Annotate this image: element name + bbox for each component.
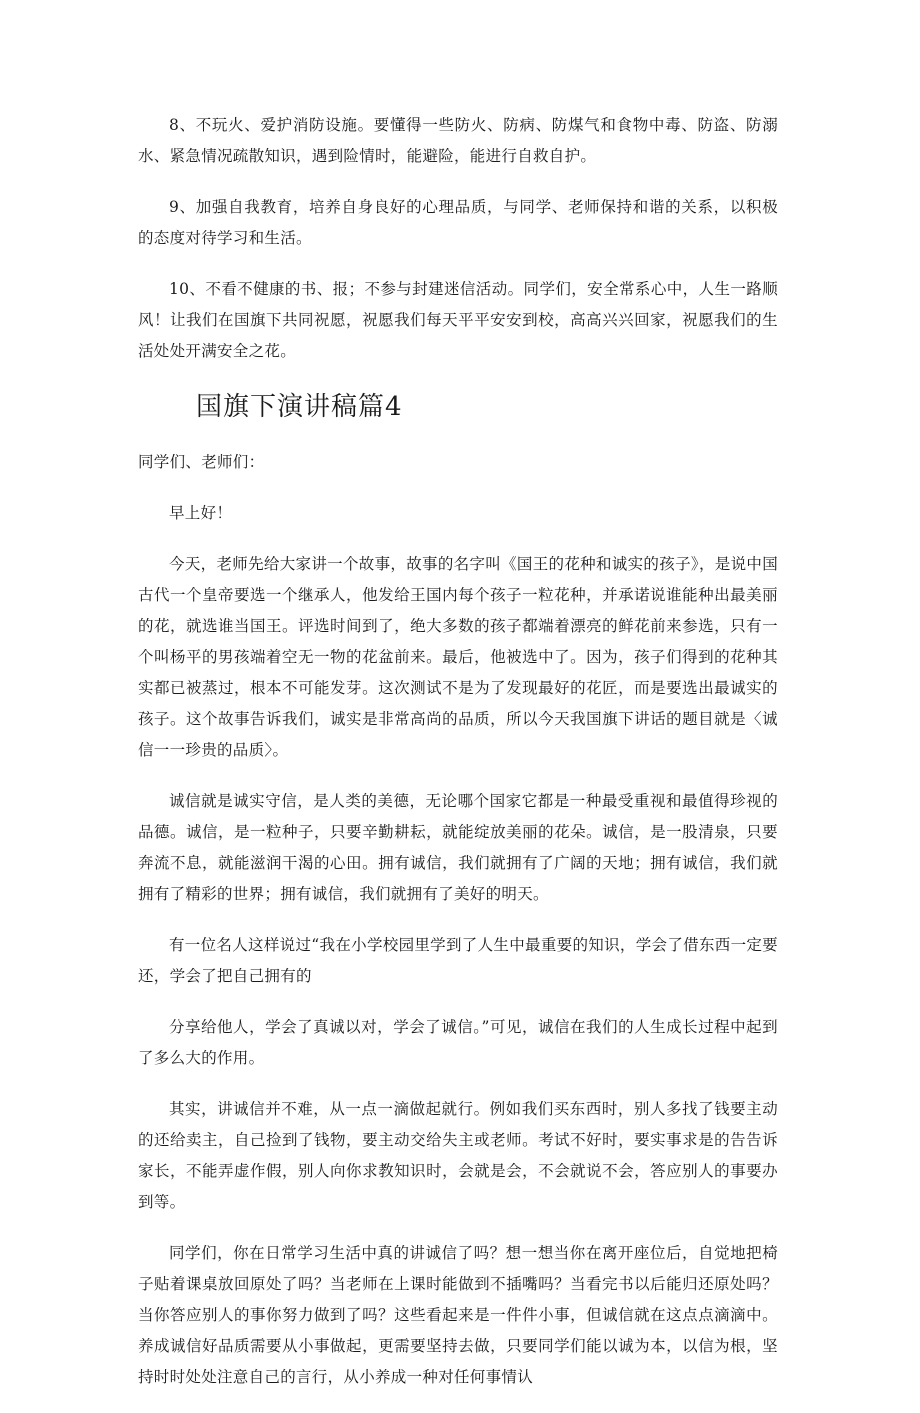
paragraph-reflection: 同学们，你在日常学习生活中真的讲诚信了吗？想一想当你在离开座位后，自觉地把椅子贴着课桌放回原处了吗？当老师在上课时能做到不插嘴吗？当看完书以后能归还原处吗？当你答应别人的事你努力做到了吗？这些看起来是一件件小事，但诚信就在这点点滴滴中。养成诚信好品质需要从小事做起，更需要坚持去做，只要同学们能以诚为本，以信为根，坚持时时处处注意自己的言行，从小养成一种对任何事情认 (138, 1244, 778, 1386)
paragraph-quote-start: 有一位名人这样说过“我在小学校园里学到了人生中最重要的知识，学会了借东西一定要还，学会了把自己拥有的 (138, 936, 778, 985)
section-heading: 国旗下演讲稿篇4 (196, 392, 403, 422)
paragraph-item-10: 10、不看不健康的书、报；不参与封建迷信活动。同学们，安全常系心中，人生一路顺风！让我们在国旗下共同祝愿，祝愿我们每天平平安安到校，高高兴兴回家，祝愿我们的生活处处开满安全之花。 (138, 280, 778, 360)
paragraph-practice: 其实，讲诚信并不难，从一点一滴做起就行。例如我们买东西时，别人多找了钱要主动的还给卖主，自己捡到了钱物，要主动交给失主或老师。考试不好时，要实事求是的告告诉家长，不能弄虚作假，别人向你求教知识时，会就是会，不会就说不会，答应别人的事要办到等。 (138, 1100, 778, 1211)
paragraph-story: 今天，老师先给大家讲一个故事，故事的名字叫《国王的花种和诚实的孩子》，是说中国古代一个皇帝要选一个继承人，他发给王国内每个孩子一粒花种，并承诺说谁能种出最美丽的花，就选谁当国王。评选时间到了，绝大多数的孩子都端着漂亮的鲜花前来参选，只有一个叫杨平的男孩端着空无一物的花盆前来。最后，他被选中了。因为，孩子们得到的花种其实都已被蒸过，根本不可能发芽。这次测试不是为了发现最好的花匠，而是要选出最诚实的孩子。这个故事告诉我们，诚实是非常高尚的品质，所以今天我国旗下讲话的题目就是〈诚信一一珍贵的品质〉。 (138, 555, 778, 759)
salutation: 同学们、老师们： (138, 453, 265, 471)
document-body (138, 110, 778, 1413)
paragraph-item-9: 9、加强自我教育，培养自身良好的心理品质，与同学、老师保持和谐的关系，以积极的态度对待学习和生活。 (138, 198, 778, 247)
paragraph-integrity: 诚信就是诚实守信，是人类的美德，无论哪个国家它都是一种最受重视和最值得珍视的品德。诚信，是一粒种子，只要辛勤耕耘，就能绽放美丽的花朵。诚信，是一股清泉，只要奔流不息，就能滋润干渴的心田。拥有诚信，我们就拥有了广阔的天地；拥有诚信，我们就拥有了精彩的世界；拥有诚信，我们就拥有了美好的明天。 (138, 792, 778, 903)
paragraph-item-8: 8、不玩火、爱护消防设施。要懂得一些防火、防病、防煤气和食物中毒、防盗、防溺水、紧急情况疏散知识，遇到险情时，能避险，能进行自救自护。 (138, 116, 778, 165)
paragraph-quote-end: 分享给他人，学会了真诚以对，学会了诚信。”可见，诚信在我们的人生成长过程中起到了多么大的作用。 (138, 1018, 778, 1067)
greeting: 早上好！ (169, 504, 233, 522)
